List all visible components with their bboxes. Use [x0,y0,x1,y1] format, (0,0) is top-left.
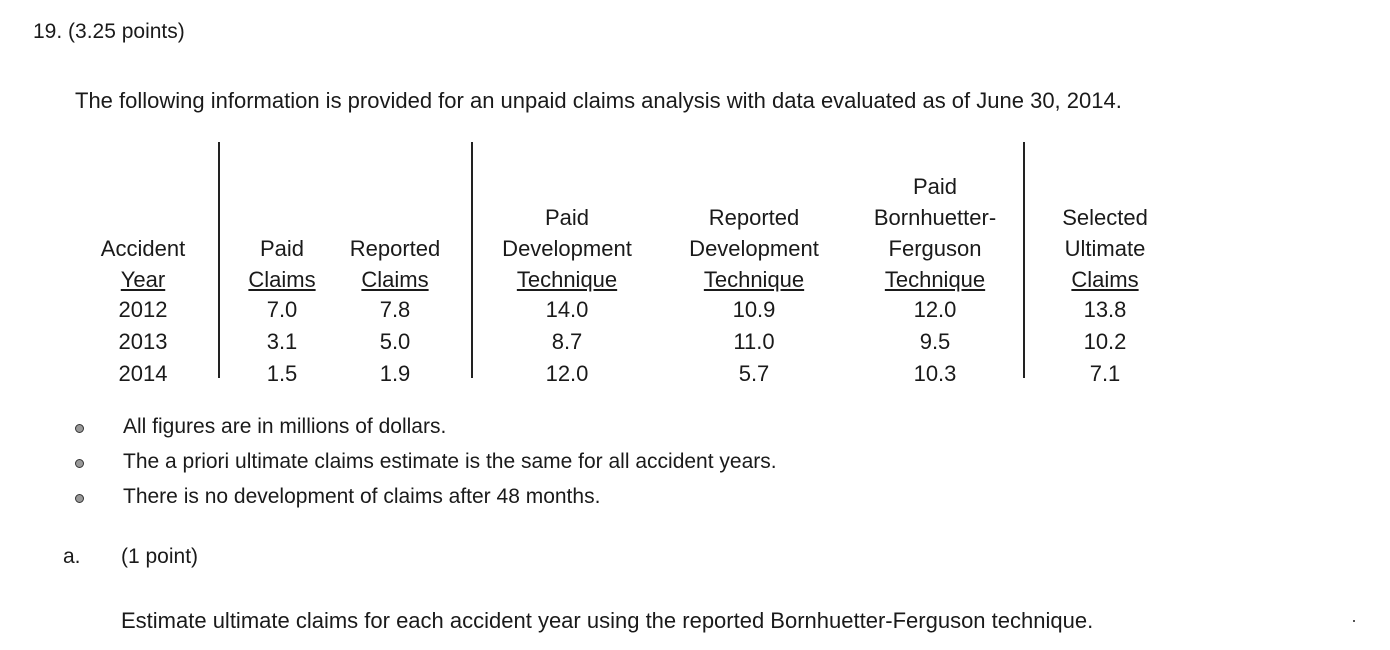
part-a-text: Estimate ultimate claims for each accident year using the reported Bornhuetter-Ferguson technique. [121,608,1094,633]
table-cell: 10.3 [913,361,957,386]
column-header-line: Accident [100,236,186,261]
note-text: The a priori ultimate claims estimate is the same for all accident years. [123,450,777,473]
table-cell: 5.0 [379,329,411,354]
column-header-line: Paid [544,205,590,230]
column-header-underlined: Claims [248,267,316,292]
part-a-label: a. [63,545,81,568]
column-header-underlined: Technique [703,267,805,292]
column-header-line: Development [502,236,632,261]
note-text: There is no development of claims after 48 months. [123,485,601,508]
table-cell: 10.2 [1083,329,1127,354]
table-cell: 7.8 [379,297,411,322]
table-row-year: 2014 [118,361,168,386]
stray-mark [1353,620,1355,622]
table-row-year: 2013 [118,329,168,354]
column-divider [1023,142,1025,378]
note-text: All figures are in millions of dollars. [123,415,447,438]
column-header-line: Paid [259,236,305,261]
table-cell: 1.9 [379,361,411,386]
column-header-underlined: Claims [361,267,429,292]
table-row-year: 2012 [118,297,168,322]
table-cell: 13.8 [1083,297,1127,322]
table-cell: 14.0 [545,297,589,322]
column-header-line: Reported [349,236,441,261]
table-cell: 3.1 [266,329,298,354]
question-label: 19. (3.25 points) [33,20,185,43]
claims-table [75,140,1175,390]
column-header-underlined: Claims [1071,267,1139,292]
column-header-line: Bornhuetter- [873,205,997,230]
column-header-line: Selected [1062,205,1148,230]
table-cell: 7.0 [266,297,298,322]
column-header-line: Ultimate [1064,236,1146,261]
column-header-underlined: Year [120,267,166,292]
bullet-icon [75,494,84,503]
table-cell: 10.9 [732,297,776,322]
part-a-points: (1 point) [121,545,199,568]
table-cell: 1.5 [266,361,298,386]
column-header-line: Paid [912,174,958,199]
table-cell: 11.0 [733,329,775,354]
column-divider [471,142,473,378]
bullet-icon [75,459,84,468]
question-intro: The following information is provided for an unpaid claims analysis with data evaluated as of June 30, 2014. [75,88,1122,113]
table-cell: 8.7 [551,329,583,354]
bullet-icon [75,424,84,433]
column-header-line: Reported [708,205,800,230]
column-header-line: Development [689,236,819,261]
column-divider [218,142,220,378]
table-cell: 9.5 [919,329,951,354]
table-cell: 7.1 [1089,361,1121,386]
table-cell: 12.0 [913,297,957,322]
table-cell: 5.7 [738,361,770,386]
table-cell: 12.0 [545,361,589,386]
column-header-underlined: Technique [884,267,986,292]
column-header-underlined: Technique [516,267,618,292]
column-header-line: Ferguson [888,236,982,261]
